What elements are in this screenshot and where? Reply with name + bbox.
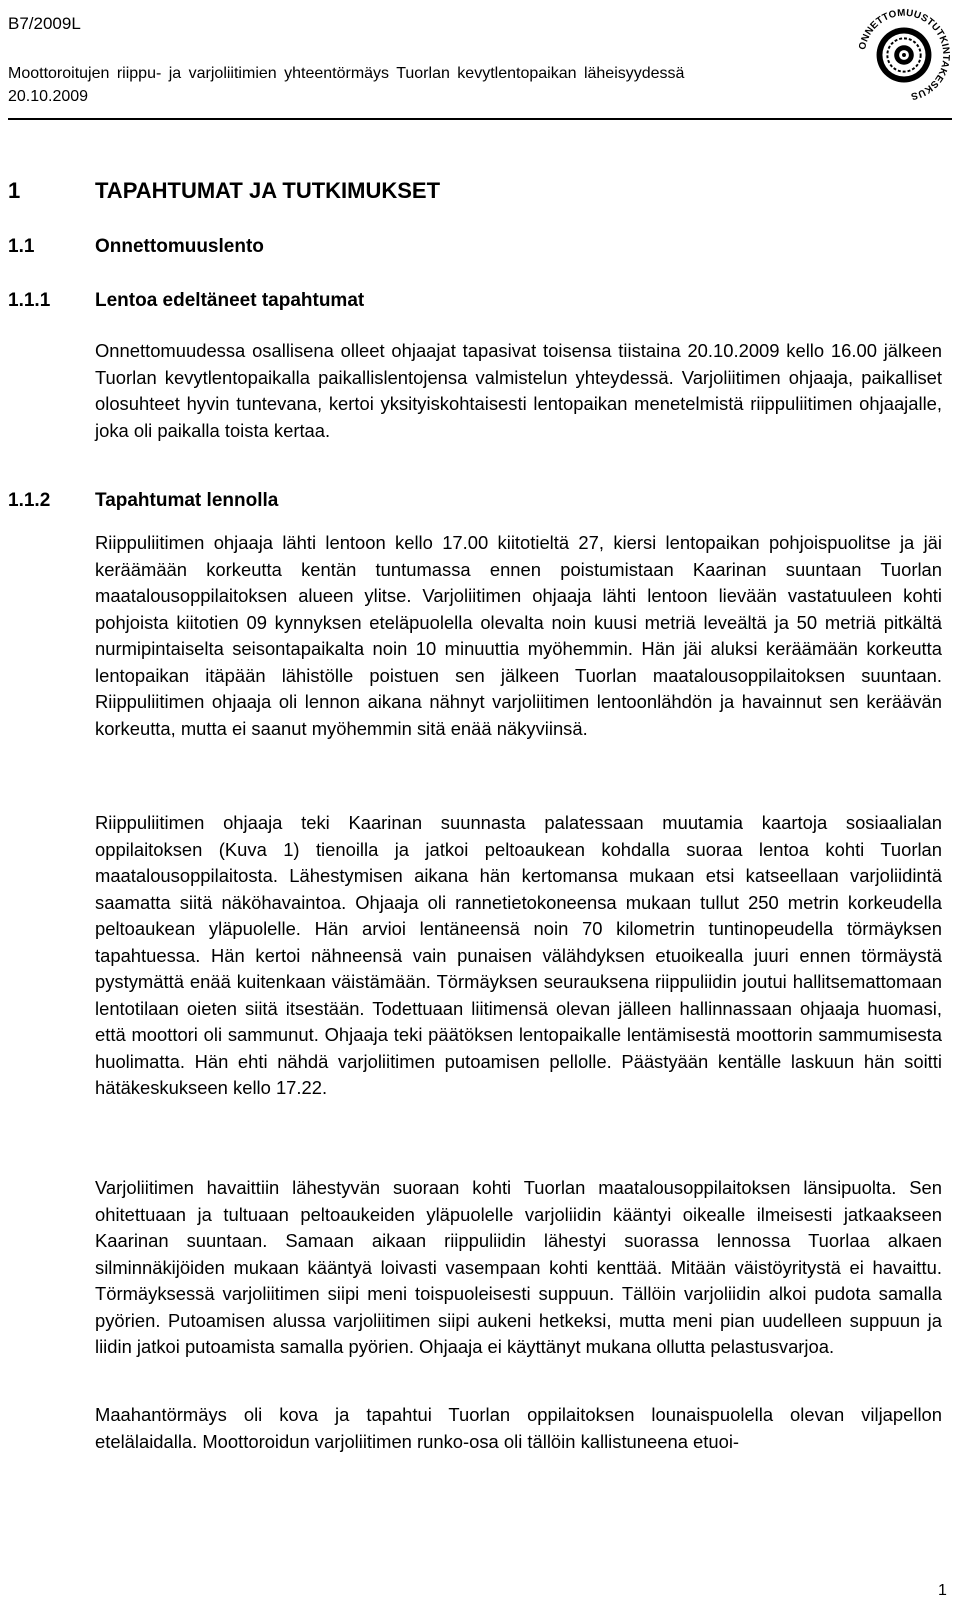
page-number: 1 xyxy=(938,1582,947,1599)
section-heading-1-1-2 xyxy=(8,490,278,512)
section-number: 1.1.2 xyxy=(8,490,51,511)
section-number: 1 xyxy=(8,178,21,203)
section-heading-1-1-1 xyxy=(8,290,364,312)
agency-logo xyxy=(855,6,953,104)
section-heading-1-1 xyxy=(8,236,264,258)
section-title: Lentoa edeltäneet tapahtumat xyxy=(95,290,365,311)
paragraph: Riippuliitimen ohjaaja lähti lentoon kello 17.00 kiitotieltä 27, kiersi lentopaikan pohjoispuolitse ja jäi keräämään korkeutta kentän tuntumassa ennen poistumistaan Kaarinan suuntaan Tuorlan maatalousoppilaitoksen alueen ylitse. Varjoliitimen ohjaaja lähti lentoon lievään vastatuuleen kohti pohjoista kiitotien 09 kynnyksen eteläpuolella olevalta noin kuusi metriä leveältä ja 50 metriä pitkältä nurmipintaiselta seisontapaikalta noin 10 minuuttia myöhemmin. Hän jäi aluksi keräämään korkeutta lentopaikan itäpään lähistölle poistuen sen jälkeen Tuorlan maatalousoppilaitoksen suuntaan. Riippuliitimen ohjaaja oli lennon aikana nähnyt varjoliitimen lentoonlähdön ja havainnut sen keräävän korkeutta, mutta ei saanut myöhemmin sitä enää näkyviinsä. xyxy=(95,532,942,739)
report-code: B7/2009L xyxy=(8,14,81,33)
paragraph: Onnettomuudessa osallisena olleet ohjaajat tapasivat toisensa tiistaina 20.10.2009 kello 16.00 jälkeen Tuorlan kevytlentopaikalla paikallislentojensa valmistelun yhteydessä. Varjoliitimen ohjaaja, paikalliset olosuhteet hyvin tuntevana, kertoi yksityiskohtaisesti lentopaikan menetelmistä riippuliitimen ohjaajalle, joka oli paikalla toista kertaa. xyxy=(95,340,942,441)
paragraph: Maahantörmäys oli kova ja tapahtui Tuorlan oppilaitoksen lounaispuolella olevan viljapellon etelälaidalla. Moottoroidun varjoliitimen runko-osa oli tällöin kallistuneena etuoi- xyxy=(95,1404,942,1452)
section-number: 1.1 xyxy=(8,236,35,257)
section-title: Onnettomuuslento xyxy=(95,236,264,257)
section-number: 1.1.1 xyxy=(8,290,51,311)
section-title: Tapahtumat lennolla xyxy=(95,490,279,511)
section-title: TAPAHTUMAT JA TUTKIMUKSET xyxy=(95,178,441,203)
report-title: Moottoroitujen riippu- ja varjoliitimien yhteentörmäys Tuorlan kevytlentopaikan läheisyydessä xyxy=(8,65,685,82)
paragraph: Varjoliitimen havaittiin lähestyvän suoraan kohti Tuorlan maatalousoppilaitoksen länsipuolta. Sen ohitettuaan ja tultuaan peltoaukeiden yläpuolelle varjoliidin kääntyi oikealle ilmeisesti jatkaakseen Kaarinan suuntaan. Samaan aikaan riippuliidin lähestyi suorassa lennossa Tuorlaa alkaen silminnäkijöiden mukaan kääntyä loivasti vasempaan kohti kenttää. Mitään väistöyritystä ei havaittu. Törmäyksessä varjoliitimen siipi meni toispuoleisesti suppuun. Tällöin varjoliidin alkoi pudota samalla pyörien. Putoamisen alussa varjoliitimen siipi aukeni hetkeksi, mutta meni pian uudelleen suppuun ja liidin jatkoi putoamista samalla pyörien. Ohjaaja ei käyttänyt mukana ollutta pelastusvarjoa. xyxy=(95,1177,942,1357)
report-date: 20.10.2009 xyxy=(8,88,89,105)
header-divider xyxy=(8,118,952,120)
paragraph: Riippuliitimen ohjaaja teki Kaarinan suunnasta palatessaan muutamia kaartoja sosiaalialan oppilaitoksen (Kuva 1) tienoilla ja jatkoi peltoaukean kohdalla suoraa lentoa kohti Tuorlan maatalousoppilaitosta. Lähestymisen aikana hän kertomansa mukaan etsi katseellaan varjoliidintä saamatta siitä näköhavaintoa. Ohjaaja oli rannetietokoneensa mukaan tullut 250 metrin korkeudella peltoaukean yläpuolelle. Hän arvioi lentäneensä noin 70 kilometrin tuntinopeudella törmäyksen tapahtuessa. Hän kertoi nähneensä vain punaisen välähdyksen etuoikealla juuri ennen törmäystä pystymättä enää kuitenkaan väistämään. Törmäyksen seurauksena riippuliidin joutui hallitsemattomaan lentotilaan oieten siitä itsestään. Todettuaan liitimensä olevan jälleen hallinnassaan ohjaaja huomasi, että moottori oli sammunut. Ohjaaja teki päätöksen lentopaikalle lentämisestä moottorin sammumisesta huolimatta. Hän ehti nähdä varjoliitimen putoamisen pellolle. Päästyään kentälle laskuun hän soitti hätäkeskukseen kello 17.22. xyxy=(95,812,942,1098)
section-heading-1 xyxy=(8,178,440,204)
logo-text: ONNETTOMUUSTUTKINTAKESKUS xyxy=(857,7,952,102)
